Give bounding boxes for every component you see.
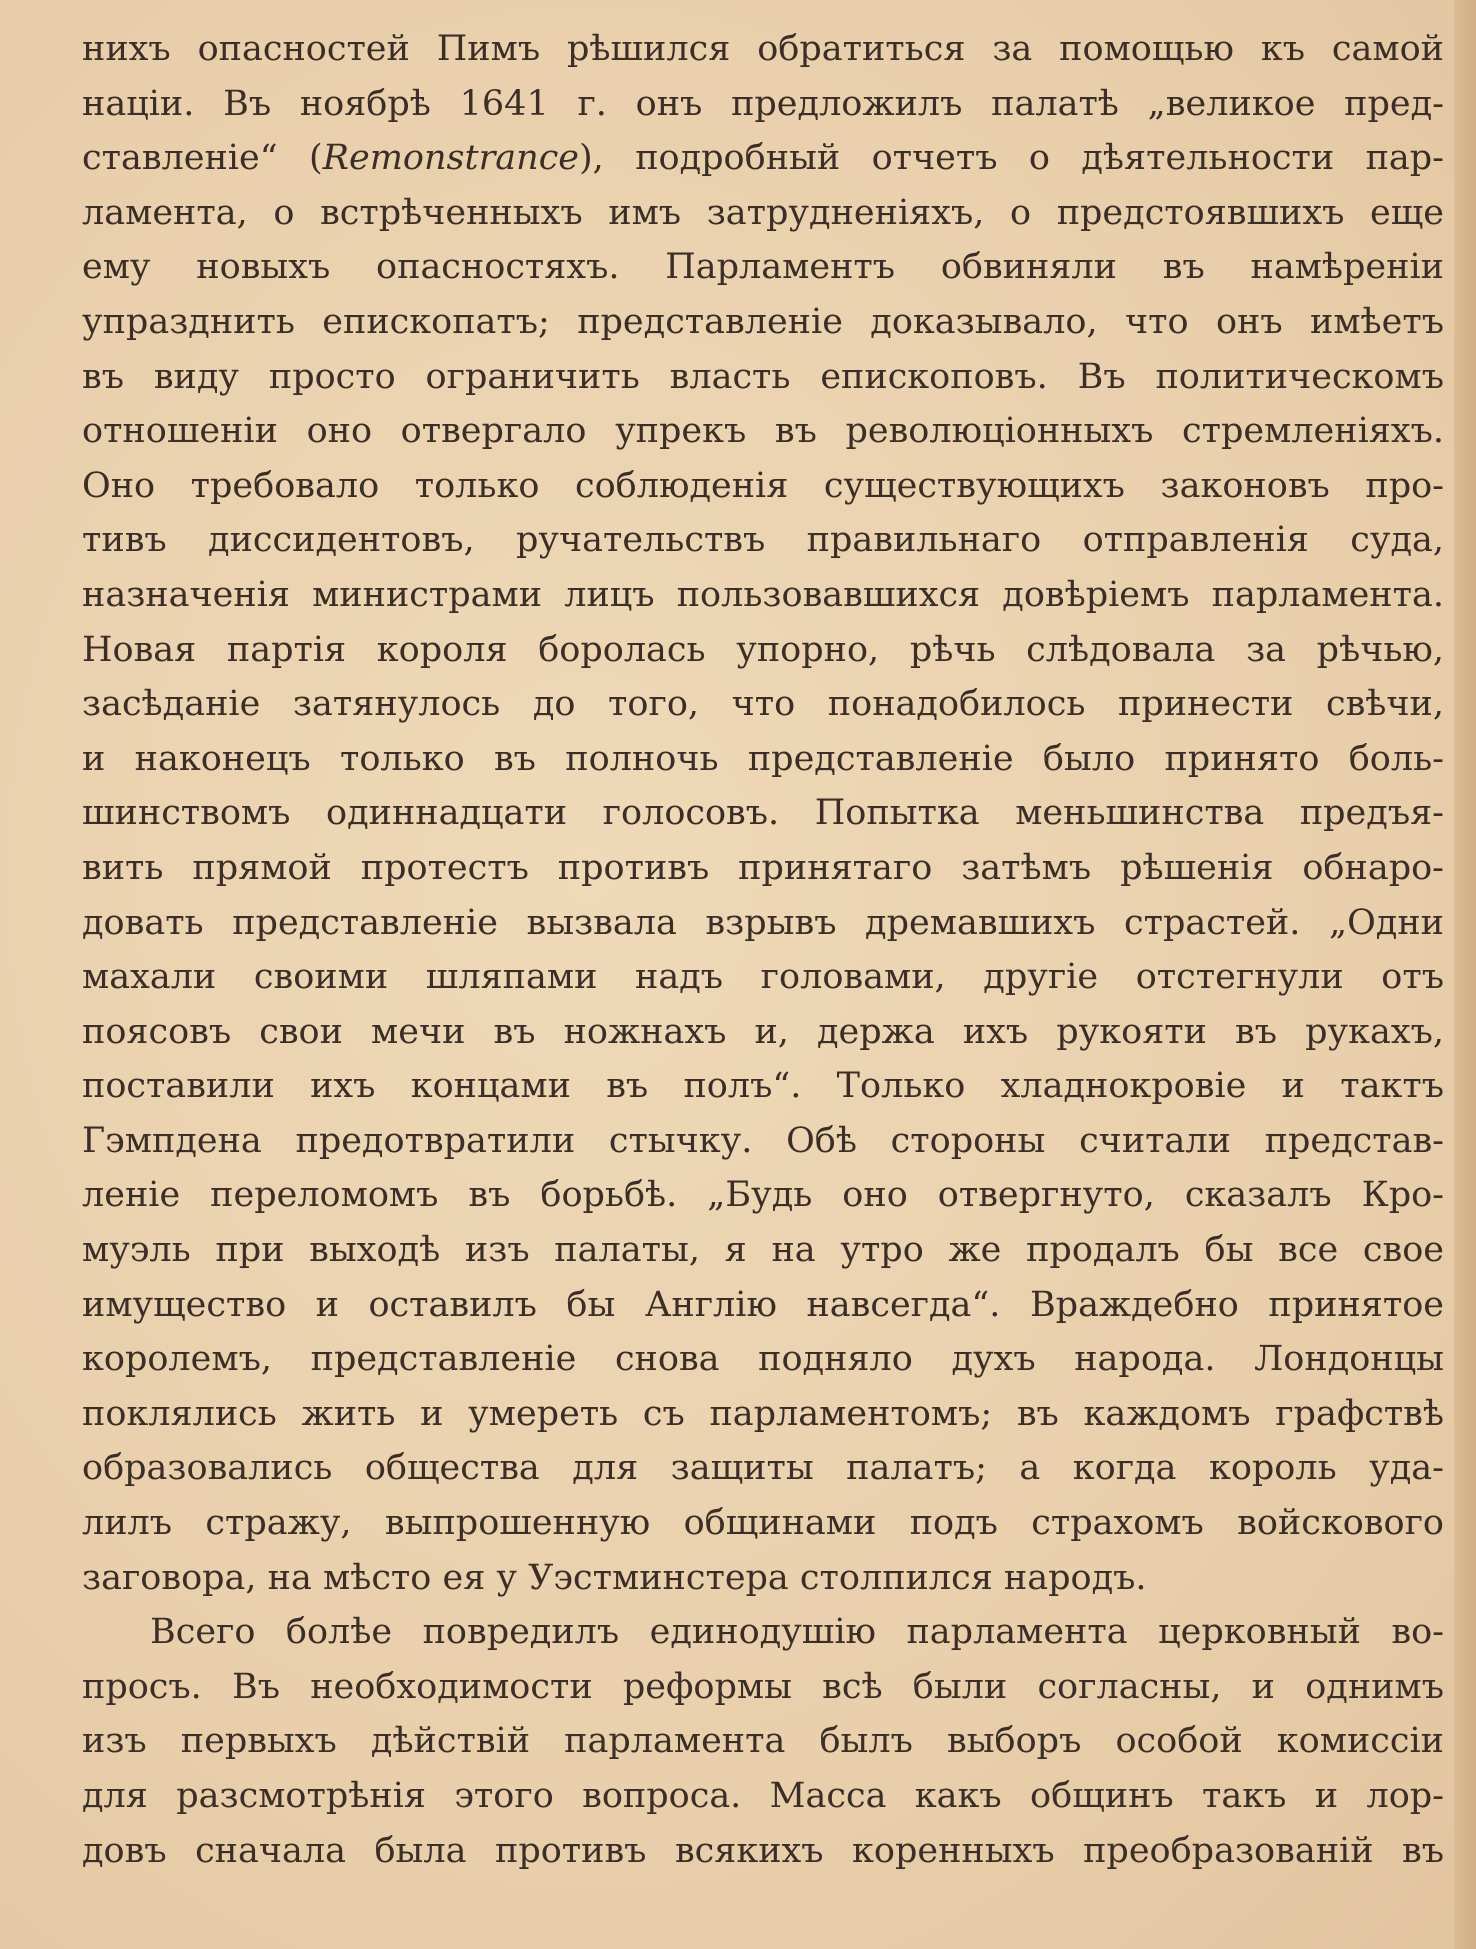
text-line: королемъ, представленіе снова подняло духъ народа. Лондонцы	[82, 1339, 1444, 1380]
text-line: ставленіе“ (Remonstrance), подробный отчетъ о дѣятельности пар-	[82, 138, 1444, 179]
text-line: махали своими шляпами надъ головами, другіе отстегнули отъ	[82, 957, 1444, 998]
text-line: поставили ихъ концами въ полъ“. Только хладнокровіе и тактъ	[82, 1066, 1444, 1107]
text-line: для разсмотрѣнія этого вопроса. Масса какъ общинъ такъ и лор-	[82, 1776, 1444, 1816]
paragraph-1	[82, 22, 1444, 1605]
text-line: отношеніи оно отвергало упрекъ въ революціонныхъ стремленіяхъ.	[82, 411, 1444, 452]
text-line: изъ первыхъ дѣйствій парламента былъ выборъ особой комиссіи	[82, 1721, 1444, 1762]
text-line: Оно требовало только соблюденія существующихъ законовъ про-	[82, 465, 1444, 506]
text-line: ламента, о встрѣченныхъ имъ затрудненіяхъ, о предстоявшихъ еще	[82, 192, 1444, 233]
text-line: Всего болѣе повредилъ единодушію парламента церковный во-	[150, 1612, 1444, 1653]
text-line: просъ. Въ необходимости реформы всѣ были согласны, и однимъ	[82, 1666, 1444, 1707]
text-line: довъ сначала была противъ всякихъ коренныхъ преобразованій въ	[82, 1830, 1444, 1871]
text-line: имущество и оставилъ бы Англію навсегда“. Враждебно принятое	[82, 1284, 1444, 1325]
text-line: и наконецъ только въ полночь представленіе было принято боль-	[82, 738, 1444, 779]
text-line: націи. Въ ноябрѣ 1641 г. онъ предложилъ палатѣ „великое пред-	[82, 83, 1444, 124]
paragraph-2	[82, 1605, 1444, 1878]
latin-term: Remonstrance	[322, 138, 580, 179]
text-line: засѣданіе затянулось до того, что понадобилось принести свѣчи,	[82, 684, 1444, 725]
text-line: въ виду просто ограничить власть епископовъ. Въ политическомъ	[82, 356, 1444, 397]
text-line: Новая партія короля боролась упорно, рѣчь слѣдовала за рѣчью,	[82, 629, 1444, 670]
text-line: образовались общества для защиты палатъ; а когда король уда-	[82, 1448, 1444, 1489]
text-line: нихъ опасностей Пимъ рѣшился обратиться за помощью къ самой	[82, 29, 1444, 69]
text-line: Гэмпдена предотвратили стычку. Обѣ стороны считали представ-	[82, 1120, 1444, 1161]
text-line: назначенія министрами лицъ пользовавшихся довѣріемъ парламента.	[82, 574, 1444, 615]
text-line: упразднить епископатъ; представленіе доказывало, что онъ имѣетъ	[82, 301, 1444, 342]
text-line: заговора, на мѣсто ея у Уэстминстера столпился народъ.	[82, 1557, 1147, 1598]
text-line: лилъ стражу, выпрошенную общинами подъ страхомъ войскового	[82, 1503, 1444, 1544]
text-line: вить прямой протестъ противъ принятаго затѣмъ рѣшенія обнаро-	[82, 847, 1444, 888]
text-line: тивъ диссидентовъ, ручательствъ правильнаго отправленія суда,	[82, 520, 1444, 561]
text-line: леніе переломомъ въ борьбѣ. „Будь оно отвергнуто, сказалъ Кро-	[82, 1175, 1444, 1216]
text-line: довать представленіе вызвала взрывъ дремавшихъ страстей. „Одни	[82, 902, 1444, 943]
text-line: поясовъ свои мечи въ ножнахъ и, держа ихъ рукояти въ рукахъ,	[82, 1011, 1444, 1052]
text-line: ему новыхъ опасностяхъ. Парламентъ обвиняли въ намѣреніи	[82, 247, 1444, 288]
page-edge	[1454, 0, 1476, 1949]
text-line: муэль при выходѣ изъ палаты, я на утро же продалъ бы все свое	[82, 1230, 1444, 1271]
page-text	[82, 22, 1444, 1878]
text-line: поклялись жить и умереть съ парламентомъ; въ каждомъ графствѣ	[82, 1393, 1444, 1434]
text-line: шинствомъ одиннадцати голосовъ. Попытка меньшинства предъя-	[82, 793, 1444, 834]
